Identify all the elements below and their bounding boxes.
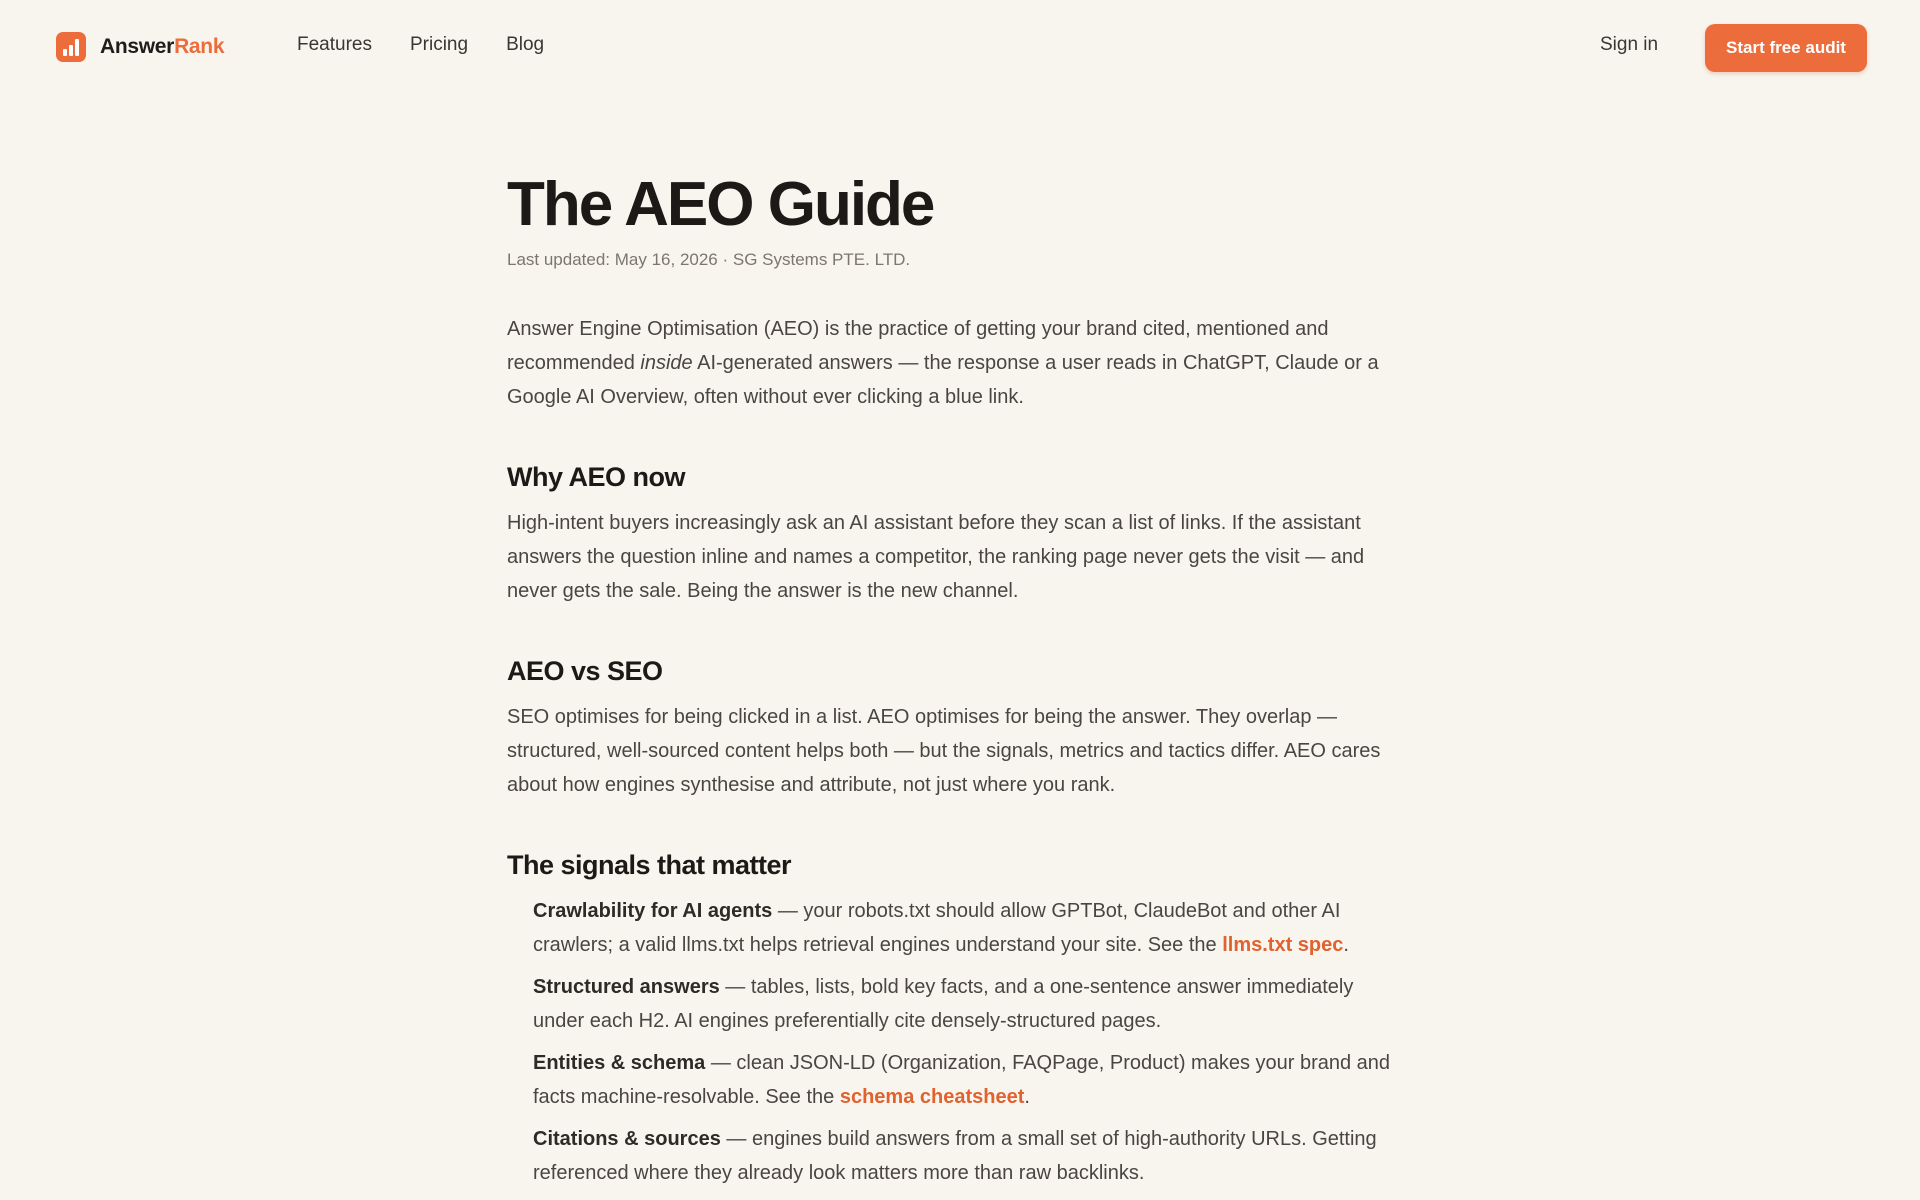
heading-why-aeo-now: Why AEO now	[507, 462, 685, 492]
schema-cheatsheet-link[interactable]: schema cheatsheet	[839, 1086, 1025, 1108]
logo-word-rank: Rank	[174, 35, 225, 58]
signal-text: — your robots.txt should allow GPTBot, ClaudeBot and other AI crawlers; a valid llms.txt helps retrieval engines understand your site. See the	[533, 900, 1341, 956]
bar-chart-icon	[56, 32, 86, 62]
signal-end: .	[1024, 1086, 1030, 1108]
article	[507, 170, 1407, 1198]
signal-text: — clean JSON-LD (Organization, FAQPage, Product) makes your brand and facts machine-resolvable. See the	[533, 1052, 1391, 1108]
intro-emphasis: inside	[640, 352, 693, 374]
nav-pricing[interactable]: Pricing	[409, 34, 469, 55]
logo-text	[100, 35, 224, 59]
site-header	[0, 0, 1920, 96]
signal-title: Structured answers	[533, 976, 720, 998]
intro-text-2: AI-generated answers — the response a user reads in ChatGPT, Claude or a Google AI Overview, often without ever clicking a blue link.	[507, 352, 1379, 408]
logo-word-answer: Answer	[100, 35, 175, 58]
list-item	[533, 970, 1407, 1038]
signal-title: Crawlability for AI agents	[533, 900, 773, 922]
signal-title: Citations & sources	[533, 1128, 721, 1150]
signal-end: .	[1343, 934, 1349, 956]
sign-in-link[interactable]: Sign in	[1600, 34, 1659, 55]
heading-signals: The signals that matter	[507, 850, 792, 880]
start-free-audit-button[interactable]: Start free audit	[1705, 24, 1867, 72]
logo-link[interactable]	[56, 32, 224, 62]
why-aeo-now-paragraph: High-intent buyers increasingly ask an AI assistant before they scan a list of links. If the assistant answers the question inline and names a competitor, the ranking page never gets the visit — and never gets the sale. Being the answer is the new channel.	[507, 512, 1365, 602]
page-title: The AEO Guide	[507, 170, 934, 239]
main-nav	[297, 34, 582, 56]
intro-text-1: Answer Engine Optimisation (AEO) is the practice of getting your brand cited, mentioned and recommended	[507, 318, 1329, 374]
signal-text: — engines build answers from a small set of high-authority URLs. Getting referenced where they already look matters more than raw backlinks.	[533, 1128, 1377, 1184]
aeo-vs-seo-paragraph: SEO optimises for being clicked in a list. AEO optimises for being the answer. They overlap — structured, well-sourced content helps both — but the signals, metrics and tactics differ. AEO cares about how engines synthesise and attribute, not just where you rank.	[507, 706, 1381, 796]
list-item	[533, 1122, 1407, 1190]
llms-txt-spec-link[interactable]: llms.txt spec	[1222, 934, 1344, 956]
signals-list	[507, 894, 1407, 1190]
list-item	[533, 1046, 1407, 1114]
intro-paragraph	[507, 312, 1407, 414]
signal-title: Entities & schema	[533, 1052, 706, 1074]
heading-aeo-vs-seo: AEO vs SEO	[507, 656, 663, 686]
nav-features[interactable]: Features	[297, 34, 372, 55]
signal-text: — tables, lists, bold key facts, and a one-sentence answer immediately under each H2. AI engines preferentially cite densely-structured pages.	[533, 976, 1354, 1032]
nav-blog[interactable]: Blog	[506, 34, 545, 55]
list-item	[533, 894, 1407, 962]
last-updated-meta: Last updated: May 16, 2026 · SG Systems PTE. LTD.	[507, 250, 911, 269]
